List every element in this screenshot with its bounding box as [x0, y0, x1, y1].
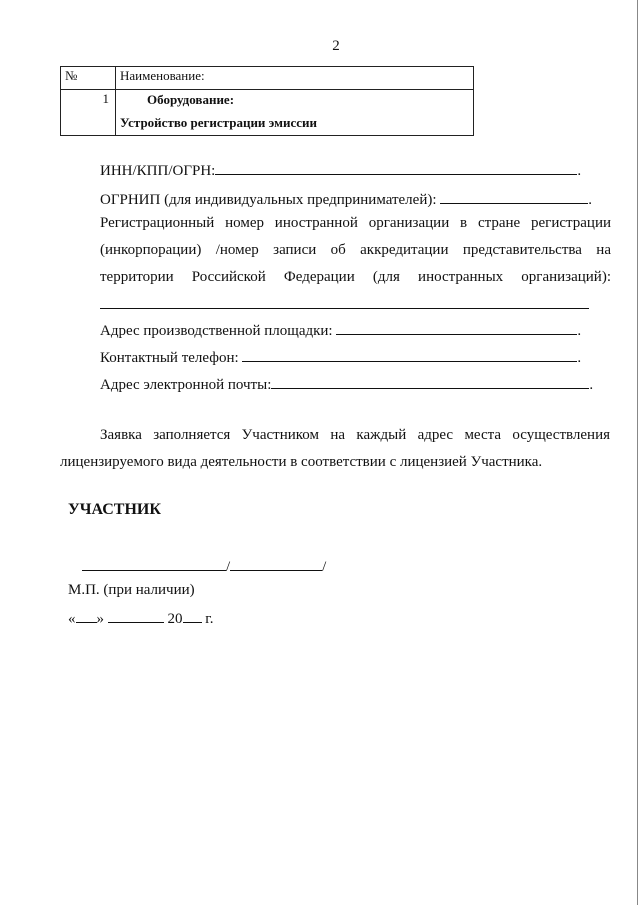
items-table — [60, 66, 474, 136]
email-period: . — [589, 377, 594, 393]
reg-number-line-2: (инкорпорации) /номер записи об аккредитации представительства на — [100, 242, 611, 258]
table-header-row — [61, 67, 474, 90]
inn-field — [100, 160, 581, 180]
table-row — [61, 90, 474, 136]
address-period: . — [577, 323, 582, 339]
year-blank[interactable] — [183, 608, 202, 623]
ogrnip-period: . — [588, 192, 593, 208]
month-blank[interactable] — [108, 608, 164, 623]
phone-period: . — [577, 350, 582, 366]
signature-slash-1: / — [226, 559, 231, 575]
day-blank[interactable] — [76, 608, 97, 623]
participant-heading: УЧАСТНИК — [68, 501, 161, 518]
address-field — [100, 320, 581, 340]
inn-period: . — [577, 163, 582, 179]
signature-blank[interactable] — [82, 556, 226, 571]
year-suffix: г. — [205, 611, 214, 627]
inn-blank[interactable] — [215, 160, 577, 175]
phone-field — [100, 347, 581, 367]
name-blank[interactable] — [230, 556, 322, 571]
email-field — [100, 374, 593, 394]
note-line-1: Заявка заполняется Участником на каждый адрес места осуществления — [100, 427, 610, 443]
date-line — [68, 608, 213, 628]
address-blank[interactable] — [336, 320, 577, 335]
row-content — [116, 90, 474, 136]
signature-slash-2: / — [322, 559, 327, 575]
page-number: 2 — [332, 38, 340, 54]
phone-label: Контактный телефон: — [100, 350, 239, 366]
reg-number-line-1: Регистрационный номер иностранной организации в стране регистрации — [100, 215, 611, 231]
reg-number-blank[interactable] — [100, 308, 589, 309]
signature-line — [82, 556, 326, 576]
inn-label: ИНН/КПП/ОГРН: — [100, 163, 216, 179]
email-blank[interactable] — [271, 374, 589, 389]
header-name: Наименование: — [116, 67, 474, 90]
stamp-label: М.П. (при наличии) — [68, 582, 195, 598]
email-label: Адрес электронной почты: — [100, 377, 272, 393]
reg-number-line-3: территории Российской Федерации (для иностранных организаций): — [100, 269, 611, 285]
ogrnip-label: ОГРНИП (для индивидуальных предпринимателей): — [100, 192, 437, 208]
address-label: Адрес производственной площадки: — [100, 323, 333, 339]
date-close-quote: » — [96, 611, 104, 627]
page-edge — [637, 0, 638, 905]
ogrnip-field — [100, 189, 592, 209]
equipment-value: Устройство регистрации эмиссии — [120, 115, 318, 130]
note-line-2: лицензируемого вида деятельности в соответствии с лицензией Участника. — [60, 454, 543, 470]
phone-blank[interactable] — [242, 347, 577, 362]
year-prefix: 20 — [167, 611, 183, 627]
row-num: 1 — [61, 90, 116, 136]
header-num: № — [61, 67, 116, 90]
equipment-label: Оборудование: — [147, 92, 235, 107]
date-open-quote: « — [68, 611, 76, 627]
ogrnip-blank[interactable] — [440, 189, 588, 204]
